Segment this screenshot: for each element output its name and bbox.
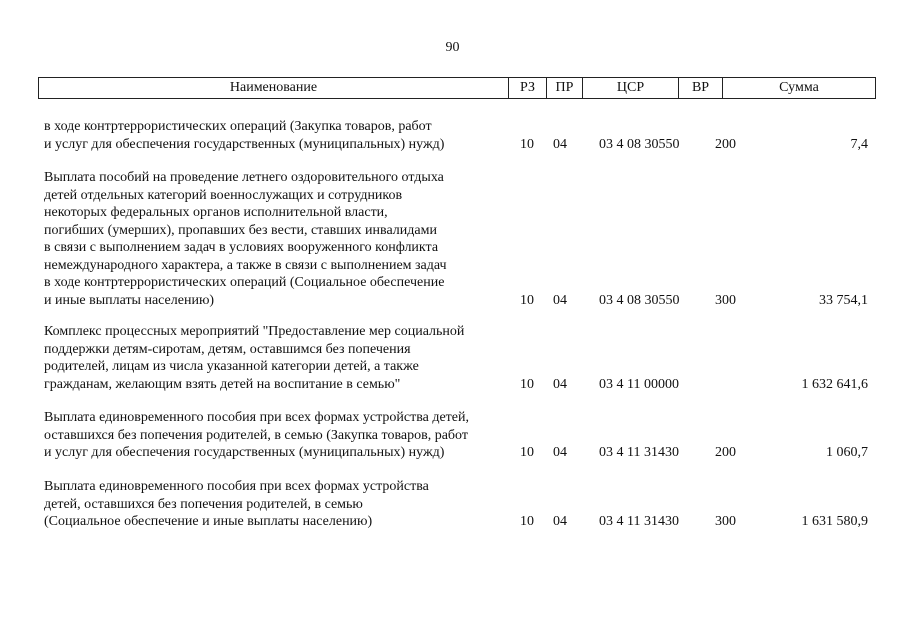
row-name: Выплата пособий на проведение летнего оздоровительного отдыха детей отдельных категорий военнослужащих и сотрудников некоторых федеральных органов исполнительной власти, погибших (умерших), пропавших без вести, ставших инвалидами в связи с выполнением задач в условиях вооруженного конфликта немеждународного характера, а также в связи с выполнением задач в ходе контртеррористических операций (Социальное обеспечение и иные выплаты населению) <box>44 170 447 308</box>
table-row <box>44 118 874 153</box>
row-sum: 1 060,7 <box>826 445 868 460</box>
row-csr: 03 4 08 30550 <box>599 136 680 152</box>
row-rz: 10 <box>520 445 534 460</box>
page-number: 90 <box>445 40 460 55</box>
row-name: в ходе контртеррористических операций (Закупка товаров, работ и услуг для обеспечения государственных (муниципальных) нужд) <box>44 119 445 152</box>
row-rz: 10 <box>520 514 534 529</box>
header-name: Наименование <box>39 78 509 98</box>
table-row <box>44 169 874 309</box>
row-csr: 03 4 11 00000 <box>599 376 679 392</box>
row-sum: 1 631 580,9 <box>801 514 868 529</box>
row-sum: 33 754,1 <box>819 292 868 308</box>
row-pr: 04 <box>553 136 567 152</box>
row-name: Комплекс процессных мероприятий "Предоставление мер социальной поддержки детям-сиротам, детям, оставшимся без попечения родителей, лицам из числа указанной категории детей, а также гражданам, желающим взять детей на воспитание в семью" <box>44 324 465 392</box>
header-sum: Сумма <box>779 80 819 95</box>
row-sum: 7,4 <box>850 136 868 152</box>
row-vr: 300 <box>715 292 736 308</box>
row-name: Выплата единовременного пособия при всех формах устройства детей, оставшихся без попечения родителей, в семью (Закупка товаров, работ и услуг для обеспечения государственных (муниципальных) нужд) <box>44 410 469 460</box>
row-pr: 04 <box>553 514 567 529</box>
row-csr: 03 4 08 30550 <box>599 292 680 308</box>
row-csr: 03 4 11 31430 <box>599 514 679 529</box>
row-name: Выплата единовременного пособия при всех формах устройства детей, оставшихся без попечения родителей, в семью (Социальное обеспечение и иные выплаты населению) <box>44 479 429 529</box>
row-sum: 1 632 641,6 <box>801 376 868 392</box>
row-pr: 04 <box>553 292 567 308</box>
row-pr: 04 <box>553 376 567 392</box>
row-pr: 04 <box>553 445 567 460</box>
table-row <box>44 478 874 531</box>
row-vr: 300 <box>715 514 736 529</box>
header-csr: ЦСР <box>583 78 679 98</box>
table-header <box>38 77 876 99</box>
header-rz: РЗ <box>509 78 547 98</box>
table-row <box>44 409 874 462</box>
row-vr: 200 <box>715 445 736 460</box>
row-csr: 03 4 11 31430 <box>599 445 679 460</box>
row-rz: 10 <box>520 376 534 392</box>
header-vr: ВР <box>679 78 723 98</box>
row-rz: 10 <box>520 136 534 152</box>
row-rz: 10 <box>520 292 534 308</box>
table-row <box>44 323 874 393</box>
row-vr: 200 <box>715 136 736 152</box>
header-pr: ПР <box>547 78 583 98</box>
